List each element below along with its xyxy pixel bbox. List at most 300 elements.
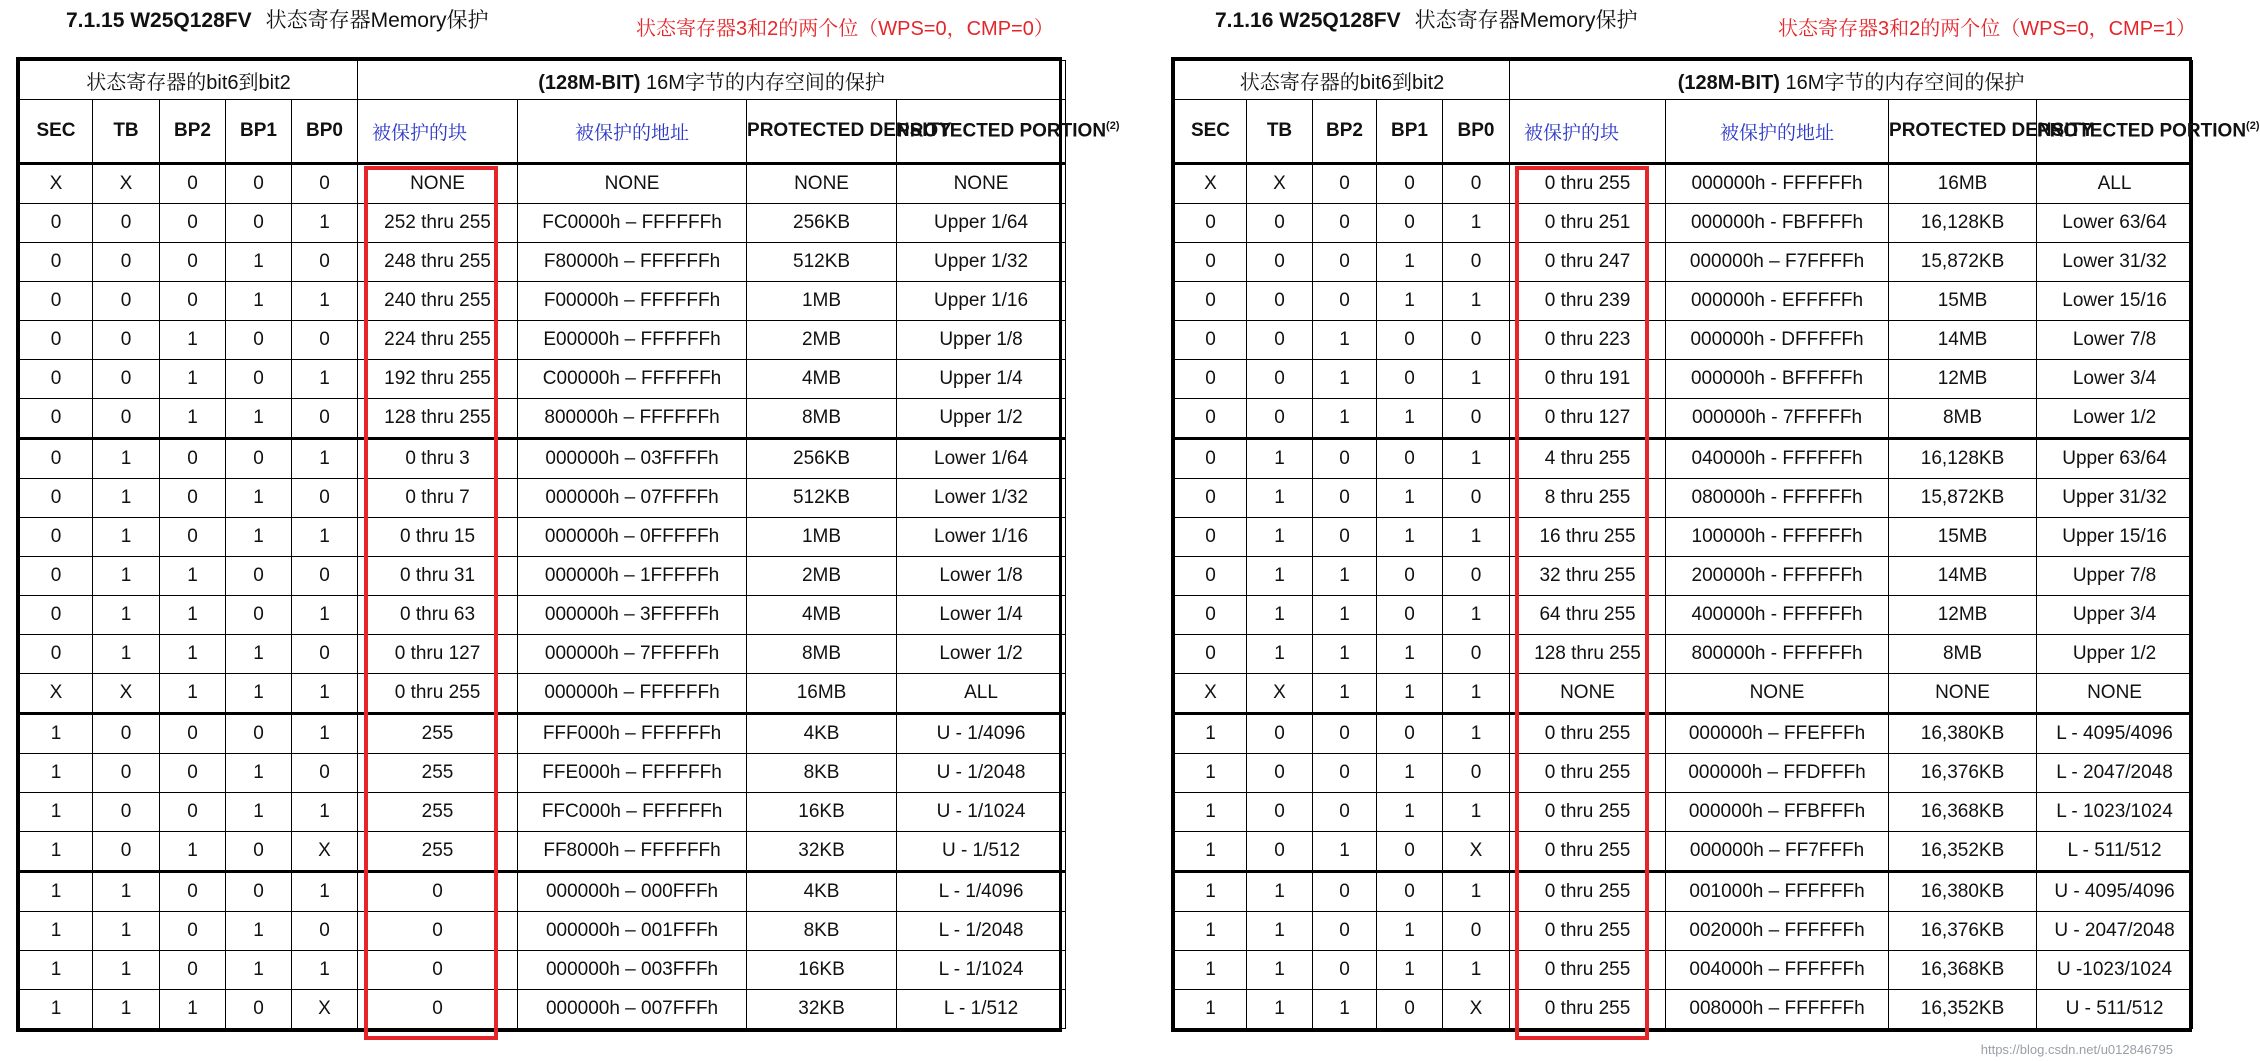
table-cell: 0 [1443, 243, 1510, 282]
table-cell: 1 [1443, 872, 1510, 912]
table-cell: 000000h – FFDFFFh [1666, 754, 1889, 793]
memory-space-label: 16M字节的内存空间的保护 [1779, 71, 2025, 94]
table-cell: 0 [1443, 479, 1510, 518]
table-cell: 1MB [747, 518, 897, 557]
table-cell: 0 [292, 164, 358, 204]
table-cell: 1 [1377, 399, 1443, 439]
table-cell: X [20, 164, 93, 204]
table-cell: 000000h - DFFFFFh [1666, 321, 1889, 360]
col-protected-portion [897, 100, 1120, 164]
table-cell: 1 [1247, 872, 1313, 912]
table-cell: 224 thru 255 [358, 321, 518, 360]
table-cell: 0 [1313, 754, 1377, 793]
table-row [1175, 360, 2193, 399]
col-protected-portion-label: PROTECTED PORTION [2037, 120, 2247, 142]
table-cell: 0 [1247, 360, 1313, 399]
table-cell: 512KB [747, 479, 897, 518]
table-row [1175, 990, 2193, 1029]
col-tb: TB [93, 100, 160, 164]
table-cell: 1 [1443, 360, 1510, 399]
table-cell: Upper 1/16 [897, 282, 1066, 321]
table-cell: 0 [226, 990, 292, 1029]
table-cell: 0 [160, 204, 226, 243]
table-cell: 0 [160, 282, 226, 321]
table-cell: 1 [1175, 912, 1247, 951]
table-row [20, 990, 1066, 1029]
table-cell: 1 [1443, 674, 1510, 714]
table-cell: 000000h – 0FFFFFh [518, 518, 747, 557]
table-cell: 0 [1313, 282, 1377, 321]
table-cell: 1 [226, 951, 292, 990]
table-cell: 0 [226, 164, 292, 204]
table-cell: 1 [93, 635, 160, 674]
table-cell: 1 [20, 990, 93, 1029]
table-cell: 0 [1313, 204, 1377, 243]
table-cell: 1 [226, 518, 292, 557]
capacity-label: (128M-BIT) [538, 71, 641, 94]
table-cell: 1 [93, 596, 160, 635]
table-cell: 0 [358, 990, 518, 1029]
table-cell: 000000h - FBFFFFh [1666, 204, 1889, 243]
table-row [20, 360, 1066, 399]
table-cell: 0 [1247, 243, 1313, 282]
table-cell: L - 1/1024 [897, 951, 1066, 990]
table-cell: 0 [160, 164, 226, 204]
table-cell: 14MB [1889, 557, 2037, 596]
table-cell: 000000h - 7FFFFFh [1666, 399, 1889, 439]
table-row [1175, 596, 2193, 635]
table-cell: 800000h - FFFFFFh [1666, 635, 1889, 674]
table-cell: 2MB [747, 321, 897, 360]
table-cell: FF8000h – FFFFFFh [518, 832, 747, 872]
table-cell: L - 2047/2048 [2037, 754, 2193, 793]
protection-table-wrap [16, 57, 1120, 1032]
table-cell: 0 [1377, 990, 1443, 1029]
table-row [1175, 912, 2193, 951]
table-cell: 0 [93, 832, 160, 872]
table-cell: 0 thru 127 [1510, 399, 1666, 439]
table-cell: 15MB [1889, 282, 2037, 321]
table-cell: 1 [20, 951, 93, 990]
table-cell: 15,872KB [1889, 479, 2037, 518]
table-cell: 1 [1443, 204, 1510, 243]
table-cell: X [1443, 832, 1510, 872]
table-cell: 001000h – FFFFFFh [1666, 872, 1889, 912]
table-cell: 1 [1313, 596, 1377, 635]
table-cell: Upper 1/64 [897, 204, 1066, 243]
table-cell: 1 [1377, 243, 1443, 282]
table-cell: 0 [226, 596, 292, 635]
table-cell: 1 [1377, 479, 1443, 518]
table-cell: 0 [1175, 439, 1247, 479]
table-cell: 000000h – FF7FFFh [1666, 832, 1889, 872]
table-cell: U - 4095/4096 [2037, 872, 2193, 912]
table-cell: 080000h - FFFFFFh [1666, 479, 1889, 518]
table-cell: 8MB [747, 399, 897, 439]
table-cell: 0 [1443, 635, 1510, 674]
capacity-label: (128M-BIT) [1677, 71, 1780, 94]
table-cell: 000000h – FFEFFFh [1666, 714, 1889, 754]
table-cell: 1 [1443, 518, 1510, 557]
table-cell: 0 thru 255 [1510, 951, 1666, 990]
col-protected-portion [2037, 100, 2260, 164]
table-cell: 1 [1443, 596, 1510, 635]
table-cell: 1 [93, 912, 160, 951]
section-number: 7.1.15 W25Q128FV [66, 9, 252, 32]
table-cell: 1 [93, 990, 160, 1029]
table-cell: 128 thru 255 [358, 399, 518, 439]
table-row [20, 714, 1066, 754]
table-cell: 1 [160, 596, 226, 635]
table-row [20, 596, 1066, 635]
section-heading [1215, 4, 1637, 34]
table-cell: 000000h – 1FFFFFh [518, 557, 747, 596]
table-cell: 0 [1377, 872, 1443, 912]
table-cell: 0 [1377, 204, 1443, 243]
table-cell: 1 [292, 439, 358, 479]
table-cell: Lower 31/32 [2037, 243, 2193, 282]
table-cell: 1 [20, 872, 93, 912]
table-cell: 1 [1247, 557, 1313, 596]
table-cell: 800000h – FFFFFFh [518, 399, 747, 439]
table-cell: 0 [20, 439, 93, 479]
table-cell: 8MB [1889, 635, 2037, 674]
table-cell: 0 [93, 204, 160, 243]
table-cell: 252 thru 255 [358, 204, 518, 243]
table-cell: 8KB [747, 754, 897, 793]
table-cell: 255 [358, 793, 518, 832]
table-cell: 1 [1443, 282, 1510, 321]
table-cell: 1 [160, 399, 226, 439]
table-row [20, 243, 1066, 282]
table-cell: U - 1/2048 [897, 754, 1066, 793]
table-cell: 0 [1175, 479, 1247, 518]
table-cell: 0 thru 63 [358, 596, 518, 635]
table-cell: 0 [1443, 557, 1510, 596]
table-cell: 0 [226, 714, 292, 754]
table-cell: 0 [160, 872, 226, 912]
table-cell: 16MB [747, 674, 897, 714]
table-cell: 000000h - BFFFFFh [1666, 360, 1889, 399]
table-cell: 0 thru 223 [1510, 321, 1666, 360]
table-cell: X [20, 674, 93, 714]
table-cell: NONE [1666, 674, 1889, 714]
table-cell: L - 1/512 [897, 990, 1066, 1029]
table-cell: 0 [20, 596, 93, 635]
col-sec: SEC [20, 100, 93, 164]
table-cell: L - 4095/4096 [2037, 714, 2193, 754]
table-cell: 15,872KB [1889, 243, 2037, 282]
table-cell: 0 [358, 951, 518, 990]
table-cell: 1 [93, 872, 160, 912]
table-cell: 0 [1313, 518, 1377, 557]
table-cell: 0 [1377, 439, 1443, 479]
table-cell: 1 [1313, 990, 1377, 1029]
table-cell: 0 [292, 557, 358, 596]
table-cell: 1 [292, 204, 358, 243]
protection-table-wrap [1171, 57, 2260, 1032]
table-cell: 1 [1175, 793, 1247, 832]
memory-size-header [1510, 61, 2193, 100]
footnote-ref: (2) [2246, 119, 2260, 132]
table-cell: 248 thru 255 [358, 243, 518, 282]
table-cell: 0 [292, 754, 358, 793]
table-cell: 0 [1175, 282, 1247, 321]
table-row [20, 204, 1066, 243]
table-cell: Lower 1/64 [897, 439, 1066, 479]
table-cell: Lower 7/8 [2037, 321, 2193, 360]
table-cell: 0 [1175, 557, 1247, 596]
table-cell: 128 thru 255 [1510, 635, 1666, 674]
table-cell: 1 [1247, 951, 1313, 990]
table-cell: Upper 1/8 [897, 321, 1066, 360]
col-sec: SEC [1175, 100, 1247, 164]
table-cell: 64 thru 255 [1510, 596, 1666, 635]
table-cell: Upper 1/2 [2037, 635, 2193, 674]
table-cell: 0 [160, 951, 226, 990]
table-cell: Upper 1/32 [897, 243, 1066, 282]
table-cell: U - 1/4096 [897, 714, 1066, 754]
table-cell: 1 [292, 282, 358, 321]
table-row [20, 674, 1066, 714]
col-tb: TB [1247, 100, 1313, 164]
table-cell: 1 [1377, 518, 1443, 557]
table-cell: 0 [160, 518, 226, 557]
table-cell: 1MB [747, 282, 897, 321]
table-cell: 1 [1377, 635, 1443, 674]
table-cell: 0 thru 191 [1510, 360, 1666, 399]
table-cell: Lower 1/16 [897, 518, 1066, 557]
table-cell: 4KB [747, 714, 897, 754]
table-row [20, 518, 1066, 557]
table-cell: ALL [897, 674, 1066, 714]
table-cell: 1 [1443, 793, 1510, 832]
table-cell: X [1443, 990, 1510, 1029]
table-cell: 4KB [747, 872, 897, 912]
table-cell: U - 511/512 [2037, 990, 2193, 1029]
table-cell: 0 thru 255 [1510, 793, 1666, 832]
table-cell: 1 [93, 951, 160, 990]
table-cell: X [1175, 674, 1247, 714]
table-cell: 16,380KB [1889, 714, 2037, 754]
table-cell: 0 [1443, 399, 1510, 439]
table-row [1175, 793, 2193, 832]
table-cell: 1 [1377, 951, 1443, 990]
table-row [1175, 674, 2193, 714]
table-row [1175, 399, 2193, 439]
table-cell: 0 [20, 204, 93, 243]
table-cell: 0 [1313, 872, 1377, 912]
table-cell: 0 thru 127 [358, 635, 518, 674]
table-cell: 16 thru 255 [1510, 518, 1666, 557]
table-cell: 1 [292, 951, 358, 990]
table-cell: 1 [226, 399, 292, 439]
table-cell: 400000h - FFFFFFh [1666, 596, 1889, 635]
col-protected-addresses: 被保护的地址 [1666, 100, 1889, 164]
table-cell: 192 thru 255 [358, 360, 518, 399]
table-cell: 32KB [747, 990, 897, 1029]
table-cell: 1 [160, 321, 226, 360]
table-cell: 240 thru 255 [358, 282, 518, 321]
table-row [20, 282, 1066, 321]
table-cell: X [1247, 164, 1313, 204]
table-cell: U -1023/1024 [2037, 951, 2193, 990]
table-cell: 1 [1313, 674, 1377, 714]
table-cell: 1 [160, 674, 226, 714]
table-cell: U - 2047/2048 [2037, 912, 2193, 951]
table-cell: NONE [518, 164, 747, 204]
table-cell: 1 [1313, 557, 1377, 596]
table-cell: 0 [292, 321, 358, 360]
table-cell: 1 [160, 635, 226, 674]
table-cell: 0 [1443, 321, 1510, 360]
table-cell: 000000h - EFFFFFh [1666, 282, 1889, 321]
table-cell: 1 [1313, 360, 1377, 399]
table-cell: 1 [226, 793, 292, 832]
table-cell: 1 [1377, 793, 1443, 832]
table-row [1175, 714, 2193, 754]
table-cell: 1 [1175, 832, 1247, 872]
table-cell: 0 [1313, 714, 1377, 754]
table-cell: Upper 1/4 [897, 360, 1066, 399]
table-row [20, 951, 1066, 990]
table-cell: Lower 1/4 [897, 596, 1066, 635]
table-cell: 16,352KB [1889, 990, 2037, 1029]
table-cell: Lower 3/4 [2037, 360, 2193, 399]
table-cell: 16KB [747, 951, 897, 990]
table-cell: 0 thru 255 [1510, 714, 1666, 754]
table-cell: 1 [292, 793, 358, 832]
table-cell: 0 [1377, 360, 1443, 399]
table-cell: 1 [1247, 518, 1313, 557]
table-cell: ALL [2037, 164, 2193, 204]
table-cell: U - 1/512 [897, 832, 1066, 872]
table-cell: 0 [1443, 754, 1510, 793]
table-cell: Upper 31/32 [2037, 479, 2193, 518]
footnote-ref: (2) [1106, 119, 1120, 132]
table-cell: 255 [358, 832, 518, 872]
table-cell: 0 thru 239 [1510, 282, 1666, 321]
table-cell: 0 [292, 399, 358, 439]
table-cell: 0 [160, 912, 226, 951]
table-cell: 1 [1247, 990, 1313, 1029]
table-cell: 16,380KB [1889, 872, 2037, 912]
table-row [1175, 204, 2193, 243]
table-cell: Lower 15/16 [2037, 282, 2193, 321]
table-row [1175, 754, 2193, 793]
table-cell: 004000h – FFFFFFh [1666, 951, 1889, 990]
table-cell: 0 [20, 360, 93, 399]
table-cell: 200000h - FFFFFFh [1666, 557, 1889, 596]
table-cell: 0 [93, 360, 160, 399]
table-row [20, 399, 1066, 439]
table-row [20, 164, 1066, 204]
col-protected-density: PROTECTED DENSITY [747, 100, 897, 164]
table-cell: 14MB [1889, 321, 2037, 360]
table-cell: 1 [1313, 832, 1377, 872]
table-cell: 1 [160, 832, 226, 872]
table-cell: Upper 3/4 [2037, 596, 2193, 635]
table-cell: 0 [1313, 439, 1377, 479]
table-cell: 0 [93, 243, 160, 282]
table-cell: 0 [20, 557, 93, 596]
table-row [1175, 872, 2193, 912]
table-cell: X [292, 832, 358, 872]
memory-size-header [358, 61, 1066, 100]
table-cell: 1 [20, 714, 93, 754]
table-row [20, 793, 1066, 832]
table-row [1175, 282, 2193, 321]
table-row [1175, 321, 2193, 360]
table-cell: 0 [226, 321, 292, 360]
section-number: 7.1.16 W25Q128FV [1215, 9, 1401, 32]
table-cell: 0 thru 31 [358, 557, 518, 596]
table-cell: 12MB [1889, 596, 2037, 635]
table-cell: 4MB [747, 596, 897, 635]
table-cell: 1 [292, 596, 358, 635]
table-cell: 16KB [747, 793, 897, 832]
table-row [20, 557, 1066, 596]
table-cell: 000000h – FFFFFFh [518, 674, 747, 714]
table-cell: 0 [160, 439, 226, 479]
table-cell: 0 [20, 282, 93, 321]
table-cell: C00000h – FFFFFFh [518, 360, 747, 399]
table-cell: 0 [160, 754, 226, 793]
table-cell: 0 [93, 754, 160, 793]
table-cell: 1 [1313, 321, 1377, 360]
table-cell: 255 [358, 714, 518, 754]
table-cell: 0 thru 247 [1510, 243, 1666, 282]
table-cell: NONE [1889, 674, 2037, 714]
col-protected-density: PROTECTED DENSITY [1889, 100, 2037, 164]
table-cell: 100000h - FFFFFFh [1666, 518, 1889, 557]
table-cell: 1 [226, 282, 292, 321]
protection-table [1174, 60, 2260, 1029]
table-cell: 16,128KB [1889, 204, 2037, 243]
table-cell: 000000h – 000FFFh [518, 872, 747, 912]
table-row [20, 635, 1066, 674]
table-cell: 1 [292, 360, 358, 399]
table-cell: 0 [93, 714, 160, 754]
table-cell: 0 [20, 399, 93, 439]
table-cell: X [93, 674, 160, 714]
table-cell: 16MB [1889, 164, 2037, 204]
table-cell: 1 [1313, 635, 1377, 674]
table-cell: 000000h – F7FFFFh [1666, 243, 1889, 282]
table-cell: 0 [226, 439, 292, 479]
table-row [20, 479, 1066, 518]
table-row [20, 912, 1066, 951]
table-cell: 1 [1175, 990, 1247, 1029]
table-cell: 0 [93, 793, 160, 832]
table-cell: 0 [292, 479, 358, 518]
table-cell: 002000h – FFFFFFh [1666, 912, 1889, 951]
protection-table [19, 60, 1120, 1029]
table-cell: 0 [292, 912, 358, 951]
table-cell: NONE [358, 164, 518, 204]
col-bp0: BP0 [1443, 100, 1510, 164]
table-cell: 0 [1247, 321, 1313, 360]
table-cell: 1 [93, 479, 160, 518]
table-cell: NONE [1510, 674, 1666, 714]
table-cell: 0 [1313, 243, 1377, 282]
section-title: 状态寄存器Memory保护 [1414, 9, 1638, 32]
table-cell: L - 1023/1024 [2037, 793, 2193, 832]
memory-space-label: 16M字节的内存空间的保护 [640, 71, 885, 94]
table-cell: 000000h – 003FFFh [518, 951, 747, 990]
table-cell: U - 1/1024 [897, 793, 1066, 832]
table-cell: 1 [160, 990, 226, 1029]
